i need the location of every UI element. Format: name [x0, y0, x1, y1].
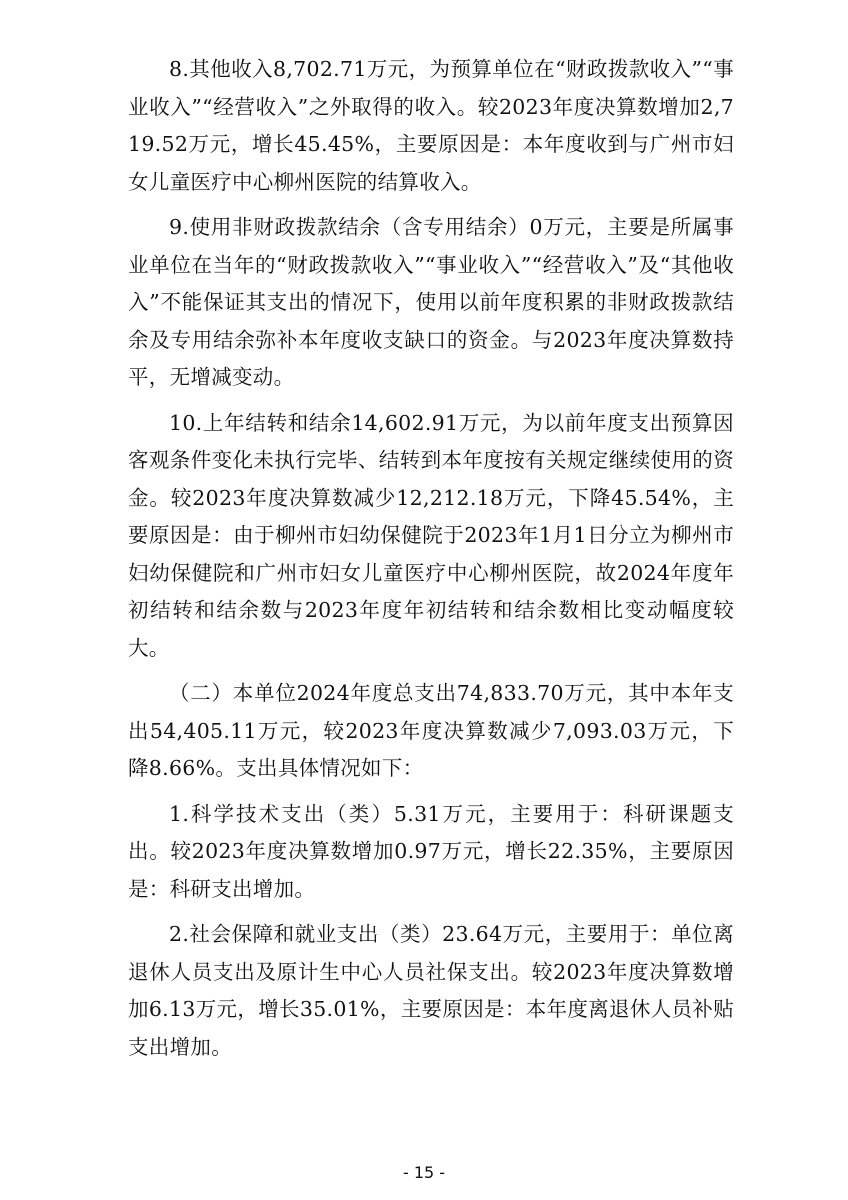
paragraph-non-fiscal-balance: 9.使用非财政拨款结余（含专用结余）0万元，主要是所属事业单位在当年的“财政拨款收入”“事业收入”“经营收入”及“其他收入”不能保证其支出的情况下，使用以前年度积累的非财政拨款结余及专用结余弥补本年度收支缺口的资金。与2023年度决算数持平，无增减变动。 [128, 215, 734, 389]
paragraph-total-expenditure: （二）本单位2024年度总支出74,833.70万元，其中本年支出54,405.11万元，较2023年度决算数减少7,093.03万元，下降8.66%。支出具体情况如下： [128, 681, 734, 780]
paragraph-carryover-balance: 10.上年结转和结余14,602.91万元，为以前年度支出预算因客观条件变化未执行完毕、结转到本年度按有关规定继续使用的资金。较2023年度决算数减少12,212.18万元，下降45.54%，主要原因是：由于柳州市妇幼保健院于2023年1月1日分立为柳州市妇幼保健院和广州市妇女儿童医疗中心柳州医院，故2024年度年初结转和结余数与2023年度年初结转和结余数相比变动幅度较大。 [128, 410, 734, 660]
page-number: - 15 - [402, 1163, 446, 1182]
paragraph-social-security-expenditure: 2.社会保障和就业支出（类）23.64万元，主要用于：单位离退休人员支出及原计生中心人员社保支出。较2023年度决算数增加6.13万元，增长35.01%，主要原因是：本年度离退休人员补贴支出增加。 [128, 922, 734, 1059]
paragraph-science-expenditure: 1.科学技术支出（类）5.31万元，主要用于：科研课题支出。较2023年度决算数增加0.97万元，增长22.35%，主要原因是：科研支出增加。 [128, 801, 734, 901]
document-body [128, 51, 734, 1074]
paragraph-other-income: 8.其他收入8,702.71万元，为预算单位在“财政拨款收入”“事业收入”“经营收入”之外取得的收入。较2023年度决算数增加2,719.52万元，增长45.45%，主要原因是：本年度收到与广州市妇女儿童医疗中心柳州医院的结算收入。 [128, 57, 734, 194]
